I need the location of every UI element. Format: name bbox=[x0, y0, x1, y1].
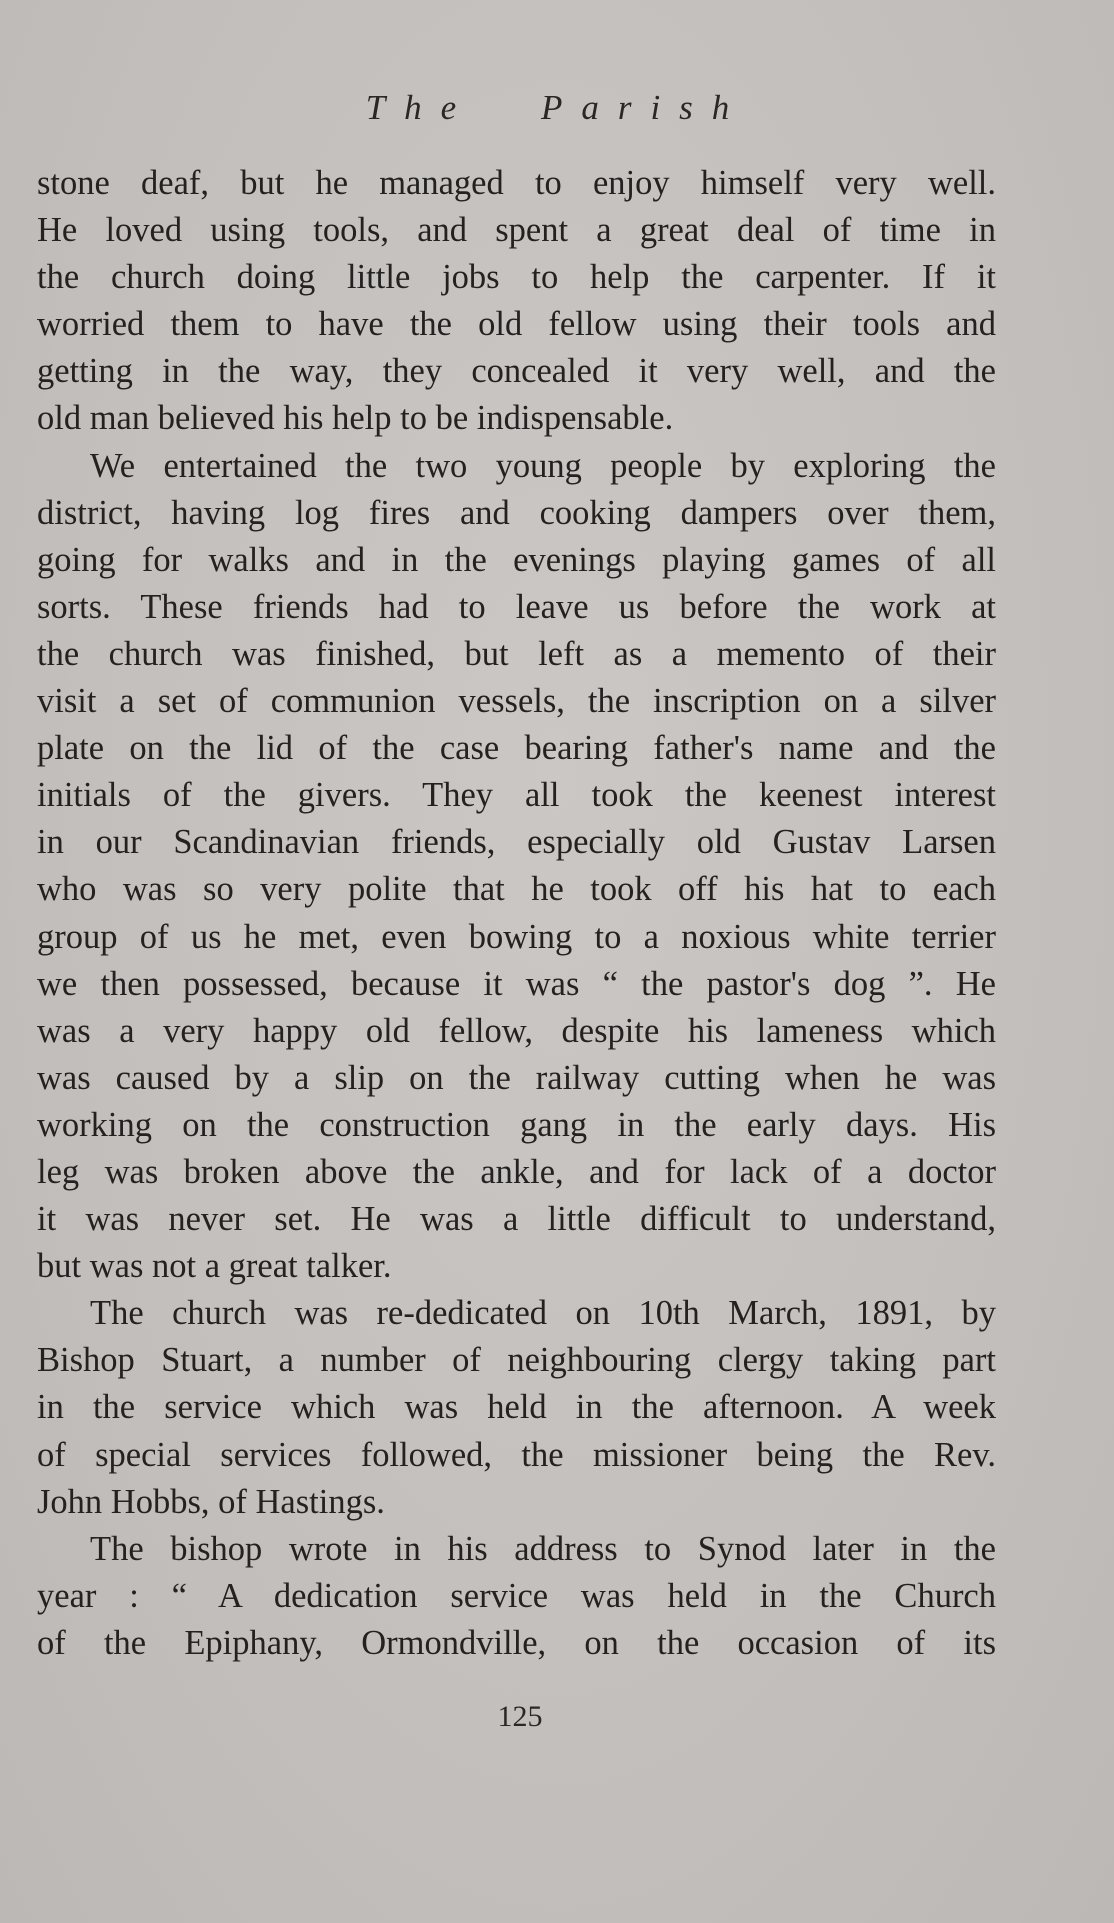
text-line: in the service which was held in the afternoon. A week bbox=[37, 1388, 996, 1427]
text-line: leg was broken above the ankle, and for lack of a doctor bbox=[37, 1152, 996, 1191]
text-line: the church was finished, but left as a memento of their bbox=[37, 634, 996, 673]
text-line: We entertained the two young people by exploring the bbox=[90, 446, 996, 485]
text-line: the church doing little jobs to help the carpenter. If it bbox=[37, 258, 996, 297]
text-line: but was not a great talker. bbox=[37, 1247, 392, 1286]
text-line: year : “ A dedication service was held in the Church bbox=[37, 1576, 996, 1615]
text-line: we then possessed, because it was “ the pastor's dog ”. He bbox=[37, 964, 996, 1003]
page-number: 125 bbox=[497, 1700, 543, 1733]
text-line: stone deaf, but he managed to enjoy himself very well. bbox=[37, 164, 996, 202]
text-line: plate on the lid of the case bearing father's name and the bbox=[37, 729, 996, 768]
text-line: it was never set. He was a little difficult to understand, bbox=[37, 1200, 996, 1239]
text-line: who was so very polite that he took off his hat to each bbox=[37, 870, 996, 909]
text-line: in our Scandinavian friends, especially old Gustav Larsen bbox=[37, 823, 996, 862]
text-line: of the Epiphany, Ormondville, on the occasion of its bbox=[37, 1623, 996, 1662]
running-head: The Parish bbox=[365, 88, 749, 127]
text-line: The church was re-dedicated on 10th March, 1891, by bbox=[90, 1294, 996, 1333]
text-line: group of us he met, even bowing to a noxious white terrier bbox=[37, 917, 996, 956]
text-line: district, having log fires and cooking dampers over them, bbox=[37, 493, 996, 532]
text-line: old man believed his help to be indispensable. bbox=[37, 399, 674, 438]
text-line: working on the construction gang in the early days. His bbox=[37, 1105, 996, 1144]
text-line: was a very happy old fellow, despite his lameness which bbox=[37, 1011, 996, 1050]
text-line: worried them to have the old fellow using their tools and bbox=[37, 305, 996, 344]
text-line: The bishop wrote in his address to Synod later in the bbox=[90, 1529, 996, 1568]
text-line: initials of the givers. They all took the keenest interest bbox=[37, 776, 996, 815]
text-line: of special services followed, the missioner being the Rev. bbox=[37, 1435, 996, 1474]
body-text bbox=[37, 160, 996, 1667]
text-line: sorts. These friends had to leave us before the work at bbox=[37, 587, 996, 626]
text-line: was caused by a slip on the railway cutting when he was bbox=[37, 1058, 996, 1097]
text-line: going for walks and in the evenings playing games of all bbox=[37, 540, 996, 579]
text-line: John Hobbs, of Hastings. bbox=[37, 1482, 385, 1521]
text-line: He loved using tools, and spent a great deal of time in bbox=[37, 211, 996, 250]
text-line: visit a set of communion vessels, the inscription on a silver bbox=[37, 682, 996, 721]
text-line: getting in the way, they concealed it very well, and the bbox=[37, 352, 996, 391]
text-line: Bishop Stuart, a number of neighbouring clergy taking part bbox=[37, 1341, 996, 1380]
